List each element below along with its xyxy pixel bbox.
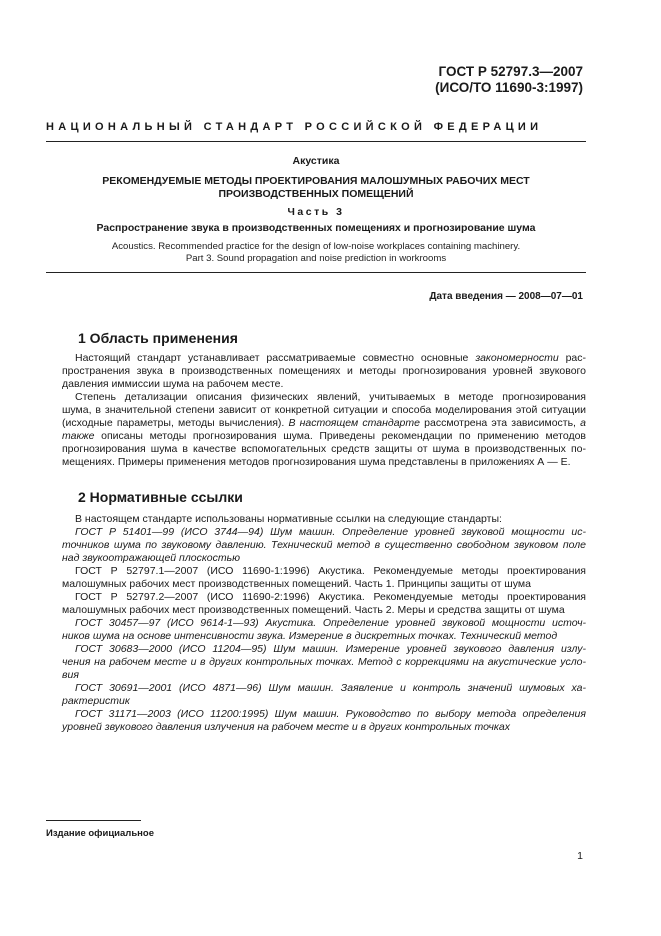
para-line: прогнозирования шума в качестве вспомогательных средств защиты от шума в производственных по- [62,443,586,455]
header-rule [46,141,586,142]
section2-heading: 2 Нормативные ссылки [78,489,243,505]
reference-item: ГОСТ Р 52797.2—2007 (ИСО 11690-2:1996) Акустика. Рекомендуемые методы проектирования малошумных рабочих мест производственных помещений. Часть 2. Меры и средства защиты от шума [62,591,586,616]
para-line: давления иммиссии шума на рабочем месте. [62,378,284,390]
reference-item: ГОСТ Р 52797.1—2007 (ИСО 11690-1:1996) Акустика. Рекомендуемые методы проектирования малошумных рабочих мест производственных помещений. Часть 1. Принципы защиты от шума [62,565,586,590]
title-subject: Акустика [292,155,340,167]
page-number: 1 [577,850,583,862]
document-number: ГОСТ Р 52797.3—2007 [438,64,583,79]
para-line: В настоящем стандарте использованы нормативные ссылки на следующие стандарты: [75,513,502,525]
para-line: также описаны методы прогнозирования шума. Приведены рекомендации по применению методов [62,430,586,442]
title-part: Часть 3 [287,206,345,218]
reference-item: ГОСТ Р 51401—99 (ИСО 3744—94) Шум машин. Определение уровней звуковой мощности ис- точников шума по звуковому давлению. Технический метод в существенно свободном звуковом поле над звукоотражающей плоскостью [62,526,586,564]
intro-date: Дата введения — 2008—07—01 [429,291,583,302]
reference-item: ГОСТ 30683—2000 (ИСО 11204—95) Шум машин. Измерение уровней звукового давления излу- чения на рабочем месте и в других контрольных точках. Метод с коррекциями на акустические усло- вия [62,643,586,681]
title-main: РЕКОМЕНДУЕМЫЕ МЕТОДЫ ПРОЕКТИРОВАНИЯ МАЛОШУМНЫХ РАБОЧИХ МЕСТ ПРОИЗВОДСТВЕННЫХ ПОМЕЩЕНИЙ [102,175,530,200]
para-line: мещениях. Примеры применения методов прогнозирования шума представлены в приложениях А — Е. [62,456,571,468]
iso-number: (ИСО/ТО 11690-3:1997) [435,80,583,95]
section1-body [62,352,586,469]
para-line: Степень детализации описания физических явлений, учитываемых в методе прогнозирования [75,391,586,403]
para-line: пространения звука в производственных помещениях и методы прогнозирования уровней звукового [62,365,586,377]
title-english: Acoustics. Recommended practice for the design of low-noise workplaces containing machinery. Part 3. Sound propagation and noise prediction in workrooms [111,241,521,264]
footer-rule [46,820,141,821]
para-line: Настоящий стандарт устанавливает рассматриваемые совместно основные закономерности рас- [75,352,587,364]
title-part-name: Распространение звука в производственных помещениях и прогнозирование шума [96,222,536,234]
national-standard-banner: НАЦИОНАЛЬНЫЙ СТАНДАРТ РОССИЙСКОЙ ФЕДЕРАЦИИ [46,121,543,133]
section1-heading: 1 Область применения [78,330,238,346]
para-line: шума, в значительной степени зависит от конкретной ситуации и способа моделирования этой ситуации [62,404,586,416]
title-rule [46,272,586,273]
para-line: (исходные параметры, методы вычисления). В настоящем стандарте рассмотрена эта зависимость, а [62,417,586,429]
section2-body [62,513,586,734]
reference-item: ГОСТ 30457—97 (ИСО 9614-1—93) Акустика. Определение уровней звуковой мощности источ- ников шума на основе интенсивности звука. Измерение в дискретных точках. Технический метод [62,617,586,642]
edition-label: Издание официальное [46,828,154,839]
reference-item: ГОСТ 30691—2001 (ИСО 4871—96) Шум машин. Заявление и контроль значений шумовых ха- рактеристик [62,682,586,707]
reference-item: ГОСТ 31171—2003 (ИСО 11200:1995) Шум машин. Руководство по выбору метода определения уровней звукового давления излучения на рабочем месте и в других контрольных точках [62,708,586,733]
